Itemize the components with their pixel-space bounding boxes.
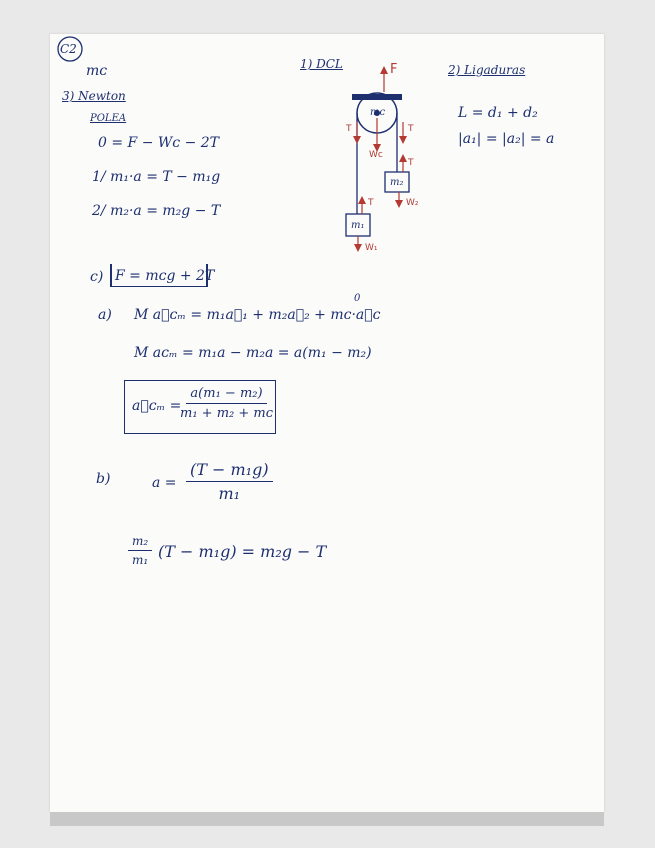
newton-eq-1: 1/ m₁·a = T − m₁g (92, 169, 221, 185)
part-b-denominator: m₁ (218, 484, 241, 503)
part-b-fraction (186, 460, 273, 503)
mass-1-label: m₁ (351, 220, 365, 231)
newton-eq-2: 2/ m₂·a = m₂g − T (92, 203, 221, 219)
polea-equation: 0 = F − Wᴄ − 2T (98, 135, 219, 151)
part-b-line2: (T − m₁g) = m₂g − T (158, 542, 327, 561)
weight-wc-label: Wᴄ (369, 150, 383, 160)
support-bar (352, 94, 402, 100)
mass-2-label: m₂ (390, 177, 404, 188)
part-c-equation: F = mᴄg + 2T (115, 268, 215, 284)
dcl-title: 1) DCL (300, 57, 343, 71)
force-f-label: F (390, 62, 398, 77)
part-b-ratio (128, 534, 152, 567)
part-b-ratio-denominator: m₁ (132, 553, 149, 567)
problem-tag: C2 (60, 42, 77, 56)
ligadura-eq-accel: |a₁| = |a₂| = a (458, 131, 555, 147)
part-a-line2: M aᴄₘ = m₁a − m₂a = a(m₁ − m₂) (134, 345, 372, 361)
part-a-line1: M a⃗ᴄₘ = m₁a⃗₁ + m₂a⃗₂ + mᴄ·a⃗ᴄ (134, 307, 381, 323)
subject-mass: mᴄ (86, 63, 108, 79)
part-a-result-fraction (180, 386, 273, 421)
tension-right-label: T (408, 124, 414, 134)
tension-m2-label: T (408, 158, 414, 168)
weight-w2-label: W₂ (406, 198, 419, 208)
force-f-arrow (380, 66, 388, 74)
part-b-ratio-numerator: m₂ (128, 534, 152, 551)
part-a-result-numerator: a(m₁ − m₂) (186, 386, 266, 404)
tension-left-label: T (346, 124, 352, 134)
part-b-label: b) (96, 471, 111, 487)
part-a-result-lhs: a⃗ᴄₘ = (132, 398, 182, 414)
weight-w1-label: W₁ (365, 243, 378, 253)
part-a-result-denominator: m₁ + m₂ + mᴄ (180, 406, 273, 421)
part-a-zero-mark: 0 (354, 293, 361, 304)
part-c-label: c) (90, 269, 104, 285)
part-b-lhs: a = (152, 475, 177, 491)
ligaduras-title: 2) Ligaduras (448, 63, 526, 77)
pulley-mass-label: mᴄ (370, 107, 386, 118)
polea-label: POLEA (90, 113, 127, 124)
ligadura-eq-length: L = d₁ + d₂ (458, 105, 538, 121)
newton-title: 3) Newton (62, 89, 126, 103)
part-a-label: a) (98, 307, 112, 323)
part-b-numerator: (T − m₁g) (186, 460, 273, 482)
tension-m1-label: T (368, 198, 374, 208)
